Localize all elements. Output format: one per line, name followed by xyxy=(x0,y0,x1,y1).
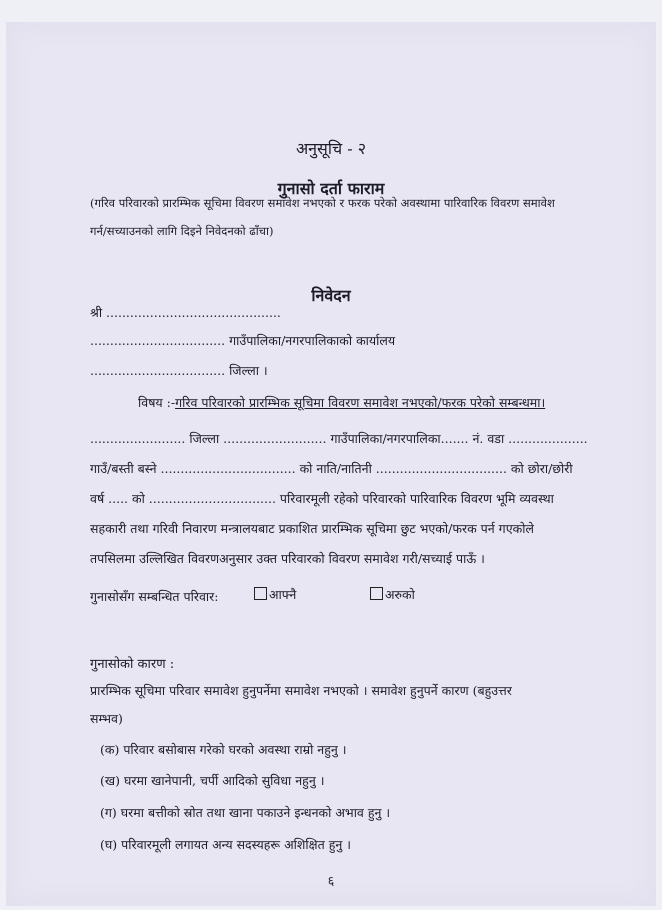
intro-line-1: (गरिव परिवारको प्रारम्भिक सूचिमा विवरण समावेश नभएको र फरक परेको अवस्थामा पारिवारिक विवरण समावेश xyxy=(90,196,555,210)
intro-line-2: गर्न/सच्याउनको लागि दिइने निवेदनको ढाँचा) xyxy=(90,224,274,238)
addressee-line: श्री ............................................ xyxy=(90,305,281,320)
form-title: गुनासो दर्ता फाराम xyxy=(277,179,385,198)
subject-line xyxy=(138,394,545,411)
reason-item-gha: (घ) परिवारमूली लगायत अन्य सदस्यहरू अशिक्षित हुनु । xyxy=(100,837,351,852)
subject-label: विषय :- xyxy=(138,395,176,410)
option-self[interactable] xyxy=(254,586,296,603)
reason-heading: गुनासोको कारण : xyxy=(90,657,175,672)
option-other[interactable] xyxy=(370,586,415,603)
body-line-5: तपसिलमा उल्लिखित विवरणअनुसार उक्त परिवारको विवरण समावेश गरी/सच्याई पाऊँ । xyxy=(90,551,485,566)
office-line: .................................. गाउँपालिका/नगरपालिकाको कार्यालय xyxy=(90,333,396,348)
page-number: ६ xyxy=(327,873,335,888)
reason-item-kha: (ख) घरमा खानेपानी, चर्पी आदिको सुविधा नहुनु । xyxy=(100,773,325,788)
option-self-label: आफ्नै xyxy=(269,587,297,602)
checkbox-other[interactable] xyxy=(370,587,383,600)
related-family-label: गुनासोसँग सम्बन्धित परिवार: xyxy=(90,589,219,604)
form-page xyxy=(6,22,656,906)
body-line-2: गाउँ/बस्ती बस्ने .................................. को नाति/नातिनी ................................. को छोरा/छोरी xyxy=(90,461,573,476)
schedule-title: अनुसूचि - २ xyxy=(295,139,367,158)
checkbox-self[interactable] xyxy=(254,587,267,600)
reason-intro-line-2: सम्भव) xyxy=(90,711,123,726)
application-heading: निवेदन xyxy=(311,286,351,305)
reason-intro-line-1: प्रारम्भिक सूचिमा परिवार समावेश हुनुपर्नेमा समावेश नभएको । समावेश हुनुपर्ने कारण (बहुउत्तर xyxy=(90,683,512,698)
subject-text: गरिव परिवारको प्रारम्भिक सूचिमा विवरण समावेश नभएको/फरक परेको सम्बन्धमा। xyxy=(175,395,546,410)
body-line-1: ........................ जिल्ला .......................... गाउँपालिका/नगरपालिका....... नं. वडा .................... xyxy=(90,431,588,446)
body-line-3: वर्ष ..... को ................................ परिवारमूली रहेको परिवारको पारिवारिक विवरण भूमि व्यवस्था xyxy=(90,491,554,506)
reason-item-ga: (ग) घरमा बत्तीको स्रोत तथा खाना पकाउने इन्धनको अभाव हुनु । xyxy=(100,805,391,820)
reason-item-ka: (क) परिवार बसोबास गरेको घरको अवस्था राम्रो नहुनु । xyxy=(100,742,347,757)
option-other-label: अरुको xyxy=(385,587,415,602)
body-line-4: सहकारी तथा गरिवी निवारण मन्त्रालयबाट प्रकाशित प्रारम्भिक सूचिमा छुट भएको/फरक पर्न गएकोले xyxy=(90,521,534,536)
district-line: .................................. जिल्ला । xyxy=(90,363,268,378)
